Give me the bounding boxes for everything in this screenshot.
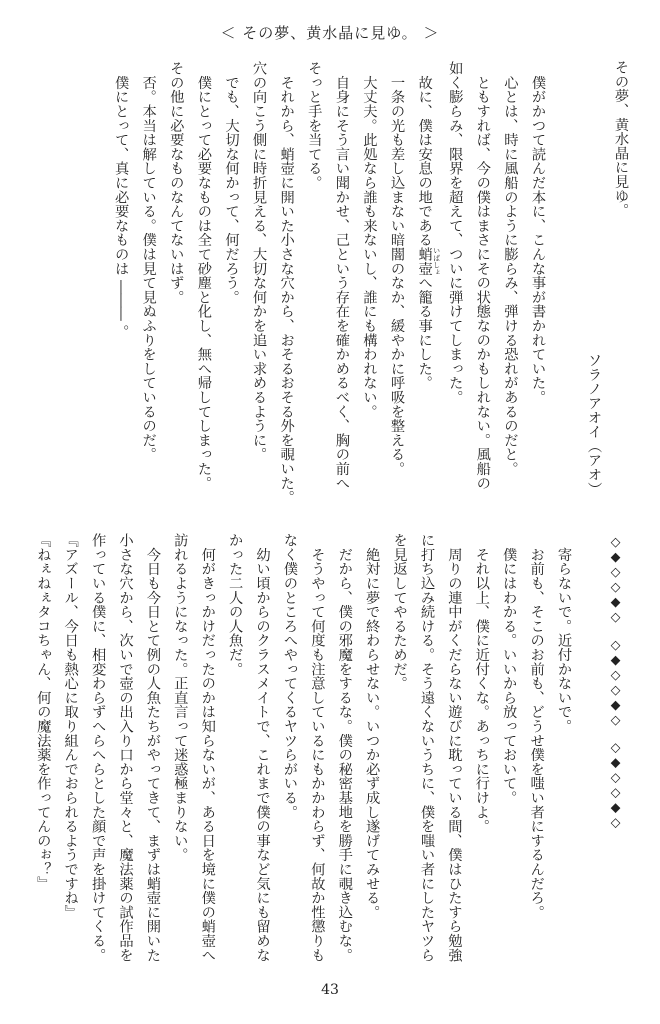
dash-line: ――― [113, 280, 130, 320]
text-line [107, 61, 135, 504]
text-line: を見返してやるためだ。 [391, 533, 408, 691]
text-line: でも、大切な何かって、何だろう。 [223, 61, 240, 305]
text-line: 寄らないで。近付かないで。 [556, 533, 572, 734]
text-line: ともすれば、今の僕はまさにその状態なのかもしれない。風船の [474, 61, 491, 490]
text-line: お前も、そこのお前も、どうせ僕を嗤い者にするんだろ。 [528, 533, 545, 920]
text-line: だから、僕の邪魔をするな。僕の秘密基地を勝手に覗き込むな。 [336, 533, 353, 962]
text-line: 『アズール、今日も熱心に取り組んでおられるようですね』 [62, 533, 79, 920]
text-line: そっと手を当てる。 [306, 61, 323, 190]
text-line: 自身にそう言い聞かせ、己という存在を確かめるべく、胸の前へ [333, 61, 350, 490]
text-line: 絶対に夢で終わらせない。いつか必ず成し遂げてみせる。 [364, 533, 381, 920]
text-line: 僕にとって必要なものは全て砂塵と化し、無へ帰してしまった。 [195, 61, 212, 490]
text-line: その他に必要なものなんてないはず。 [168, 61, 185, 305]
text-line: 如く膨らみ、限界を超えて、ついに弾けてしまった。 [447, 61, 464, 405]
page-number: 43 [321, 982, 339, 998]
text-line: 僕がかつて読んだ本に、こんな事が書かれていた。 [530, 61, 546, 405]
story-title: その夢、黄水晶に見ゆ。 [613, 60, 629, 218]
text-segment: 僕にとって、真に必要なものは [113, 61, 130, 281]
ruby-base: 蛸壺 [416, 246, 433, 276]
text-line: 僕にはわかる。いいから放っておいて。 [501, 533, 518, 805]
text-line: 訪れるようになった。正直言って迷惑極まりない。 [172, 533, 189, 862]
text-line: 周りの連中がくだらない遊びに耽っている間、僕はひたすら勉強 [446, 533, 463, 962]
text-line: 心とは、時に風船のように膨らみ、弾ける恐れがあるのだと。 [502, 61, 519, 476]
text-line: それから、蛸壺に開いた小さな穴から、おそるおそる外を覗いた。 [278, 61, 295, 505]
story-part-1 [107, 61, 552, 504]
text-line: 何がきっかけだったのかは知らないが、ある日を境に僕の蛸壺へ [199, 533, 216, 962]
text-line: 『ねぇねぇタコちゃん、何の魔法薬を作ってんのぉ？』 [35, 533, 52, 891]
text-line: 小さな穴から、次いで壺の出入り口から堂々と、魔法薬の試作品を [117, 533, 134, 962]
text-line: なく僕のところへやってくるヤツらがいる。 [281, 533, 298, 819]
text-line: 作っている僕に、相変わらずへらへらとした顔で声を掛けてくる。 [90, 533, 107, 962]
text-line: に打ち込み続ける。そう遠くないうちに、僕を嗤い者にしたヤツら [418, 533, 435, 962]
text-line: 今日も今日とて例の人魚たちがやってきて、まずは蛸壺に開いた [144, 533, 161, 962]
text-line: 大丈夫。此処なら誰も来ないし、誰にも構われない。 [361, 61, 378, 419]
text-segment: 故に、僕は安息の地である [416, 61, 433, 247]
text-line: 一条の光も差し込まない暗闇のなか、緩やかに呼吸を整える。 [389, 61, 406, 476]
running-header: ＜ その夢、黄水晶に見ゆ。 ＞ [220, 24, 440, 42]
story-part-2 [29, 533, 577, 962]
ruby-text: いばしょ [432, 246, 441, 276]
author-name: ソラノアオイ（アオ） [586, 353, 602, 496]
ruby-annotation [416, 246, 441, 276]
text-line [410, 61, 441, 504]
text-line: そうやって何度も注意しているにもかかわらず、何故か性懲りも [309, 533, 326, 962]
section-separator: ◇◆◇◇◆◇ ◇◆◇◇◆◇ ◇◆◇◇◆◇ [608, 535, 623, 831]
text-line: 穴の向こう側に時折見える、大切な何かを追い求めるように。 [251, 61, 268, 462]
text-line: 否。本当は解している。僕は見て見ぬふりをしているのだ。 [140, 61, 157, 462]
text-segment: 。 [113, 319, 130, 339]
text-segment: へ籠る事にした。 [416, 275, 433, 390]
text-line: 幼い頃からのクラスメイトで、これまで僕の事など気にも留めな [254, 533, 271, 962]
text-line: かった二人の人魚だ。 [227, 533, 244, 676]
text-line: それ以上、僕に近付くな。あっちに行けよ。 [473, 533, 490, 834]
